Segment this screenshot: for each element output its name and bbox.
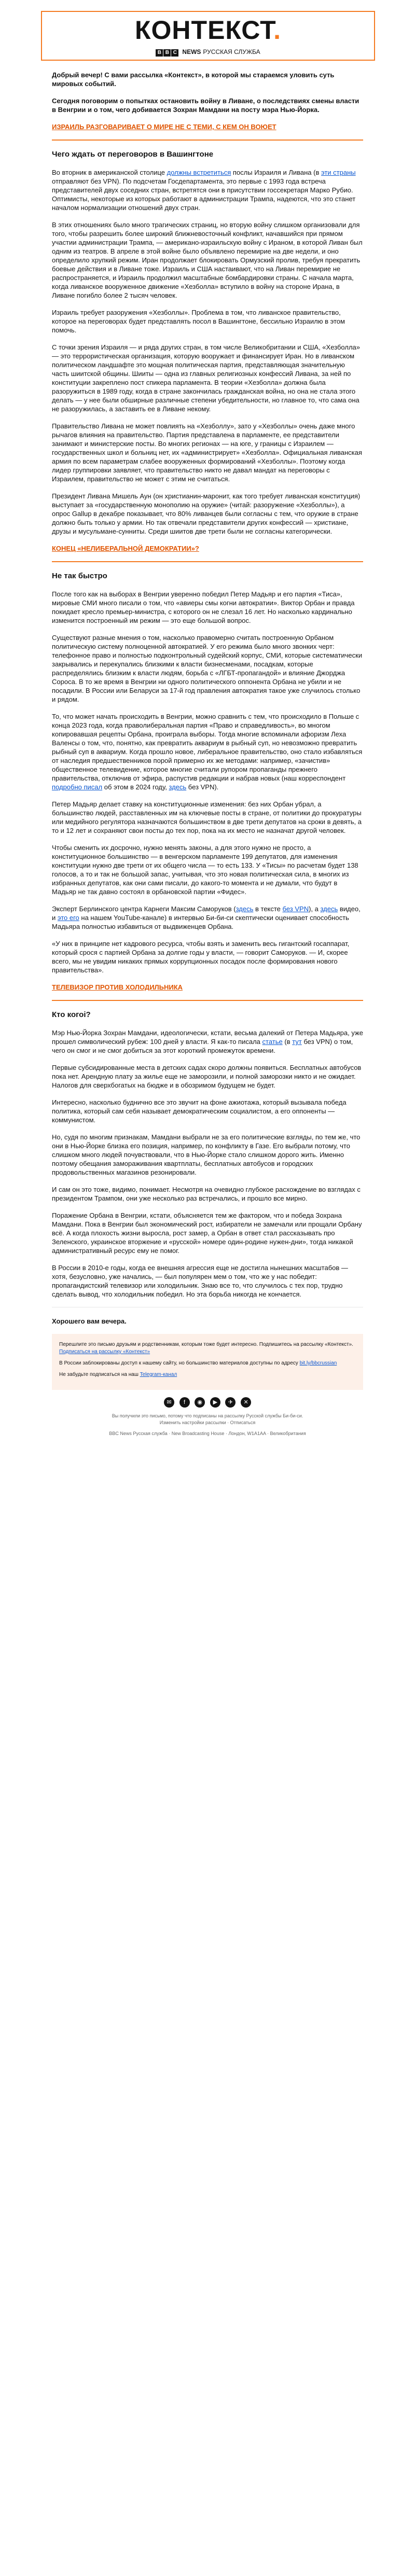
postal-address: BBC News Русская служба · New Broadcasting House · Лондон, W1A1AA · Великобритания <box>109 1431 306 1436</box>
text: Перешлите это письмо друзьям и родственникам, которым тоже будет интересно. Подпишитесь на рассылку «Контекст». <box>59 1342 353 1347</box>
text: Не забудьте подписаться на наш <box>59 1372 140 1377</box>
text: послы Израиля и Ливана (в <box>231 169 321 176</box>
paragraph <box>52 904 363 931</box>
inline-link[interactable]: тут <box>292 1038 302 1046</box>
text: Мэр Нью-Йорка Зохран Мамдани, идеологически, кстати, весьма далекий от Петера Мадьяра, уже прошел символический рубеж: 100 дней у власти. Я как-то писала <box>52 1029 363 1046</box>
greeting: Добрый вечер! С вами рассылка «Контекст», в которой мы стараемся уловить суть мировых событий. <box>52 71 335 88</box>
unsubscribe-links[interactable]: Изменить настройки рассылки · Отписаться <box>159 1420 256 1425</box>
paragraph: Существуют разные мнения о том, насколько правомерно считать построенную Орбаном политическую систему полноценной автократией. У его режима было много звонких черт: телефонное право и полностью подконтрольный судейский корпус, СМИ, которые систематически закрывались и перекупались близкими к власти бизнесменами, посадкам, которые распределялись близким к власти людям, борьба с «ЛГБТ-пропагандой» и влияние Джорджа Сороса. В то же время в Венгрии ни одного политического оппонента Орбана не убили и не посадили. В России или Беларуси за 17-й год правления автократия такое уже случилось столько и рядом. <box>52 634 363 703</box>
email-content <box>52 71 363 1437</box>
unsubscribe-text: Вы получили это письмо, потому что подписаны на рассылку Русской службы Би-би-си. <box>112 1413 303 1418</box>
bbc-logo <box>156 48 179 57</box>
youtube-icon[interactable]: ▶ <box>210 1397 220 1408</box>
brand-title <box>42 15 374 45</box>
text: (в <box>282 1038 293 1046</box>
mirror-link[interactable]: bit.ly/bbcrussian <box>299 1360 337 1366</box>
brand-subtitle <box>42 48 374 57</box>
bbc-letter: B <box>163 49 171 57</box>
paragraph <box>52 712 363 791</box>
telegram-link[interactable]: Telegram-канал <box>140 1372 177 1377</box>
paragraph: Петер Мадьяр делает ставку на конституционные изменения: без них Орбан убрал, а большинство людей, расставленных им на ключевые посты в стране, от политики до прокуратуры или медийного регулятора назначаются большинством в две трети депутатов на сроки в девять, а то и 12 лет и сохраняют свои посты до тех пор, пока на их место не назначат другой человек. <box>52 800 362 834</box>
inline-link[interactable]: здесь <box>169 783 187 791</box>
telegram-icon[interactable]: ✈ <box>225 1397 236 1408</box>
subscribe-link[interactable]: Подписаться на рассылку «Контекст» <box>59 1349 150 1355</box>
quote: «У них в принципе нет кадрового ресурса, чтобы взять и заменить весь гигантский госаппарат, который срося с партией Орбана за долгие годы у власти, — говорит Самоpуков. — И, скорее всего, мы не увидим никаких прямых коррупционных посадок после формирования нового правительства». <box>52 940 350 974</box>
divider <box>52 561 363 562</box>
text: Во вторник в американской столице <box>52 169 167 176</box>
inline-link[interactable]: эти страны <box>321 169 356 176</box>
bbc-letter: C <box>171 49 178 57</box>
paragraph: После того как на выборах в Венгрии уверенно победил Петер Мадьяр и его партия «Тиса», мировые СМИ много писали о том, что «авиеры смы когни автократии». Виктор Орбан и правда покидает кресло премьер-министра, с которого он не слезал 16 лет. Но насколько кардинально изменится построенный им режим — это еще большой вопрос. <box>52 590 355 624</box>
brand-name: КОНТЕКСТ <box>135 16 274 45</box>
inline-link[interactable]: без VPN <box>282 905 309 913</box>
news-label: NEWS <box>182 48 201 55</box>
paragraph <box>52 168 363 212</box>
facebook-icon[interactable]: f <box>179 1397 190 1408</box>
inline-link[interactable]: здесь <box>236 905 254 913</box>
summary: Сегодня поговорим о попытках остановить войну в Ливане, о последствиях смены власти в Венгрии и о том, чего добивается Зохран Мамдани на посту мэра Нью-Йорка. <box>52 97 359 114</box>
social-icons <box>52 1397 363 1408</box>
bbc-letter: B <box>156 49 163 57</box>
section-link-democracy[interactable]: КОНЕЦ «НЕЛИБЕРАЛЬНОЙ ДЕМОКРАТИИ»? <box>52 545 199 552</box>
email-header <box>41 11 374 60</box>
text: В России заблокированы доступ к нашему сайту, но большинство материалов доступны по адресу <box>59 1360 300 1366</box>
footer-line <box>59 1371 356 1378</box>
paragraph: В России в 2010-е годы, когда ее внешняя агрессия еще не достигла нынешних масштабов — хотя, безусловно, уже начались, — был популярен мем о том, что же у нас победит: пропагандистский телевизор или холодильник. Знаю все то, что случилось с тех пор, трудно сделать вывод, что холодильник победил. Но эта борьба никогда не кончается. <box>52 1264 348 1298</box>
x-icon[interactable]: ✕ <box>241 1397 251 1408</box>
paragraph: Но, судя по многим признакам, Мамдани выбрали не за его политические взгляды, по тем же, что они в Нью-Йорке близка его позиция, например, по конфликту в Газе. Его выбрали потому, что слишком много людей почувствовали, что в Нью-Йорке стало слишком дорого жить. Именно поэтому обещания замораживания квартплаты, бесплатных автобусов и городских продовольственных магазинов резонировали. <box>52 1133 361 1176</box>
text: без VPN). <box>186 783 219 791</box>
text: в тексте <box>253 905 283 913</box>
paragraph: Поражение Орбана в Венгрии, кстати, объясняется тем же фактором, что и победа Зохрана Мамдани. Пока в Венгрии был экономический рост, избиратели не замечали или прощали Орбану всё. А когда плохость жизни выросла, рост замер, а Орбан в ответ стал рассказывать про Зеленского, украинское вторжение и «русской» номере один-родине нужен-дни», тогда никакой административный ресурс ему не помог. <box>52 1212 362 1255</box>
closing-sign: Хорошего вам вечера. <box>52 1317 127 1325</box>
text: на нашем YouTube-канале) в интервью Би-би-си скептически оценивает способность Мадьяра полностью избавиться от выдвиженцев Орбана. <box>52 914 349 930</box>
inline-link[interactable]: подробно писал <box>52 783 103 791</box>
instagram-icon[interactable]: ◉ <box>195 1397 205 1408</box>
section-link-tv[interactable]: ТЕЛЕВИЗОР ПРОТИВ ХОЛОДИЛЬНИКА <box>52 983 183 991</box>
paragraph: Интересно, насколько буднично все это звучит на фоне ажиотажа, который вызывала победа политика, который сам себя называет демократическим социалистом, а его оппоненты — коммунистом. <box>52 1098 347 1124</box>
email-icon[interactable]: ✉ <box>164 1397 174 1408</box>
text: отправляют без VPN). По подсчетам Госдепартамента, это первые с 1993 года встреча представителей двух соседних стран, встретятся они в присутствии госсекретаря Марко Рубио. Оптимисты, некоторые из которых работают в администрации Трампа, надеются, что это станет началом нормализации отношений двух стран. <box>52 177 356 212</box>
paragraph: И сам он это тоже, видимо, понимает. Несмотря на очевидно глубокое расхождение во взглядах с президентом Трампом, они уже несколько раз встречались, и прошло все мирно. <box>52 1186 361 1202</box>
service-label: РУССКАЯ СЛУЖБА <box>203 48 260 55</box>
text: Эксперт Берлинского центра Карнеги Максим Самоpуков ( <box>52 905 236 913</box>
inline-link[interactable]: должны встретиться <box>167 169 231 176</box>
text: ), а <box>309 905 321 913</box>
section-link-israel[interactable]: ИЗРАИЛЬ РАЗГОВАРИВАЕТ О МИРЕ НЕ С ТЕМИ, С КЕМ ОН ВОЮЕТ <box>52 123 276 131</box>
paragraph: Президент Ливана Мишель Аун (он христианин-маронит, как того требует ливанская конституция) выступает за «государственную монополию на оружие» (читай: разоружение «Хезболлы»), а опрос Gallup в декабре показывает, что 80% ливанцев были согласны с тем, что оружие в стране должно быть только у армии. Но так отвечали представители других конфессий — христиане, друзы и мусульмане-сунниты. Среди шиитов две трети были не согласны категорически. <box>52 492 361 535</box>
paragraph <box>52 1028 363 1055</box>
inline-link[interactable]: здесь <box>320 905 338 913</box>
brand-dot: . <box>273 16 281 45</box>
text: видео, и <box>52 905 361 922</box>
section-title-mamdani: Кто когоi? <box>52 1010 91 1019</box>
paragraph: Чтобы сменить их досрочно, нужно менять законы, а для этого нужно не просто, а конституционное большинство — в венгерском парламенте 199 депутатов, для изменения конституции нужно две трети от их общего числа — то есть 133. У «Тисы» по расчетам будет 138 голосов, а то и так не большой запас, учитывая, что это новая политическая сила, в многих из избранных депутатов, как они сами писали, до какого-то момента и не думали, что будут в Мадьяр не так давно состоял в орбановской партии «Фидес». <box>52 844 358 896</box>
section-title-washington: Чего ждать от переговоров в Вашингтоне <box>52 150 214 159</box>
divider <box>52 1000 363 1001</box>
footer-line <box>59 1341 356 1356</box>
divider <box>52 140 363 141</box>
paragraph: В этих отношениях было много трагических страниц, но вторую войну слишком организовали для того, чтобы разрешить более широкий ближневосточный конфликт, начавшийся при прямом участии администрации Трампа, — американо-израильскую войну с Ираном, в которой Ливан был одним из театров. В апреле в этой войне было объявлено перемирие на две недели, и оно определило хрупкий режим. Иран продолжает блокировать Ормузский пролив, требуя прекратить боевые действия и в Ливане тоже. Израиль и США настаивают, что на Ливан перемирие не распространяется, и Израиль продолжил масштабные бомбардировки страны. С начала марта, когда ливанское вооруженное движение «Хезболла» вступило в войну на стороне Ирана, в Ливане погибло более 2 тысяч человек. <box>52 221 363 299</box>
footer-line <box>59 1360 356 1367</box>
text: без VPN) о том, чего он смог и не смог добиться за этот короткий промежуток времени. <box>52 1038 353 1054</box>
paragraph: Израиль требует разоружения «Хезболлы». Проблема в том, что ливанское правительство, которое на переговорах будет представлять посол в Вашингтоне, бессильно Израилю в этом помочь. <box>52 309 345 334</box>
paragraph: С точки зрения Израиля — и ряда других стран, в том числе Великобритании и США, «Хезболла» — это террористическая организация, которую вооружает и финансирует Иран. Но в ливанском политическом ландшафте это мощная политическая партия, представляющая значительную часть шиитской общины. Шииты — одна из главных религиозных конфессий Ливана, за ней по конституции закреплено пост спикера парламента. В теории «Хезболла» должна была разоружиться в 1989 году, когда в стране закончилась гражданская война, но она не стала этого делать — у нее были обширные различные степени убедительности, но главное то, что сама она не разоружилась, а заставить ее в Ливане некому. <box>52 343 360 413</box>
paragraph: Первые субсидированные места в детских садах скоро должны появиться. Бесплатных автобусов пока нет. Арендную плату за жилье еще не заморозили, и полной заморозки никто и не ожидает. Налогов для сверхбогатых на бюдже и в обозримом будущем не будет. <box>52 1064 362 1089</box>
inline-link[interactable]: это его <box>57 914 79 922</box>
section-title-hungary: Не так быстро <box>52 572 107 580</box>
text: об этом в 2024 году, <box>102 783 169 791</box>
footer-box <box>52 1334 363 1390</box>
text: То, что может начать происходить в Венгрии, можно сравнить с тем, что происходило в Польше с конца 2023 года, когда праволиберальная партия «Право и справедливость», во многом копировавшая рецепты Орбана, проиграла выборы. Тогда многие вспоминали афоризм Леха Валенсы о том, что, понятно, как превратить аквариум в рыбный суп, но невозможно превратить рыбный суп в аквариум. Когда прошло новое, либеральное правительство, оно стало избавляться от наследия предшественников порой примерно их же методами: например, «зачистив» общественное телевидение, которое многие считали рупором пропаганды прежнего правительства, отключив от эфира, распустив редакции и набрав новых (наш корреспондент <box>52 713 363 782</box>
brand-box <box>41 11 375 61</box>
paragraph: Правительство Ливана не может повлиять на «Хезболлу», зато у «Хезболлы» очень даже много рычагов влияния на правительство. Партия представлена в парламенте, ее представители занимают и министерские посты. Во многих регионах — на юге, у границы с Израилем — государственных школ и больниц нет, их «администрирует» «Хезболла». Официальная ливанская армия по всем параметрам слабее вооруженных формирований «Хезболлы». Поэтому когда лидер группировки заявляет, что правительство никто не давал мандат на переговоры с Израилем, правительство не может с этим не считаться. <box>52 422 362 483</box>
inline-link[interactable]: статье <box>262 1038 283 1046</box>
